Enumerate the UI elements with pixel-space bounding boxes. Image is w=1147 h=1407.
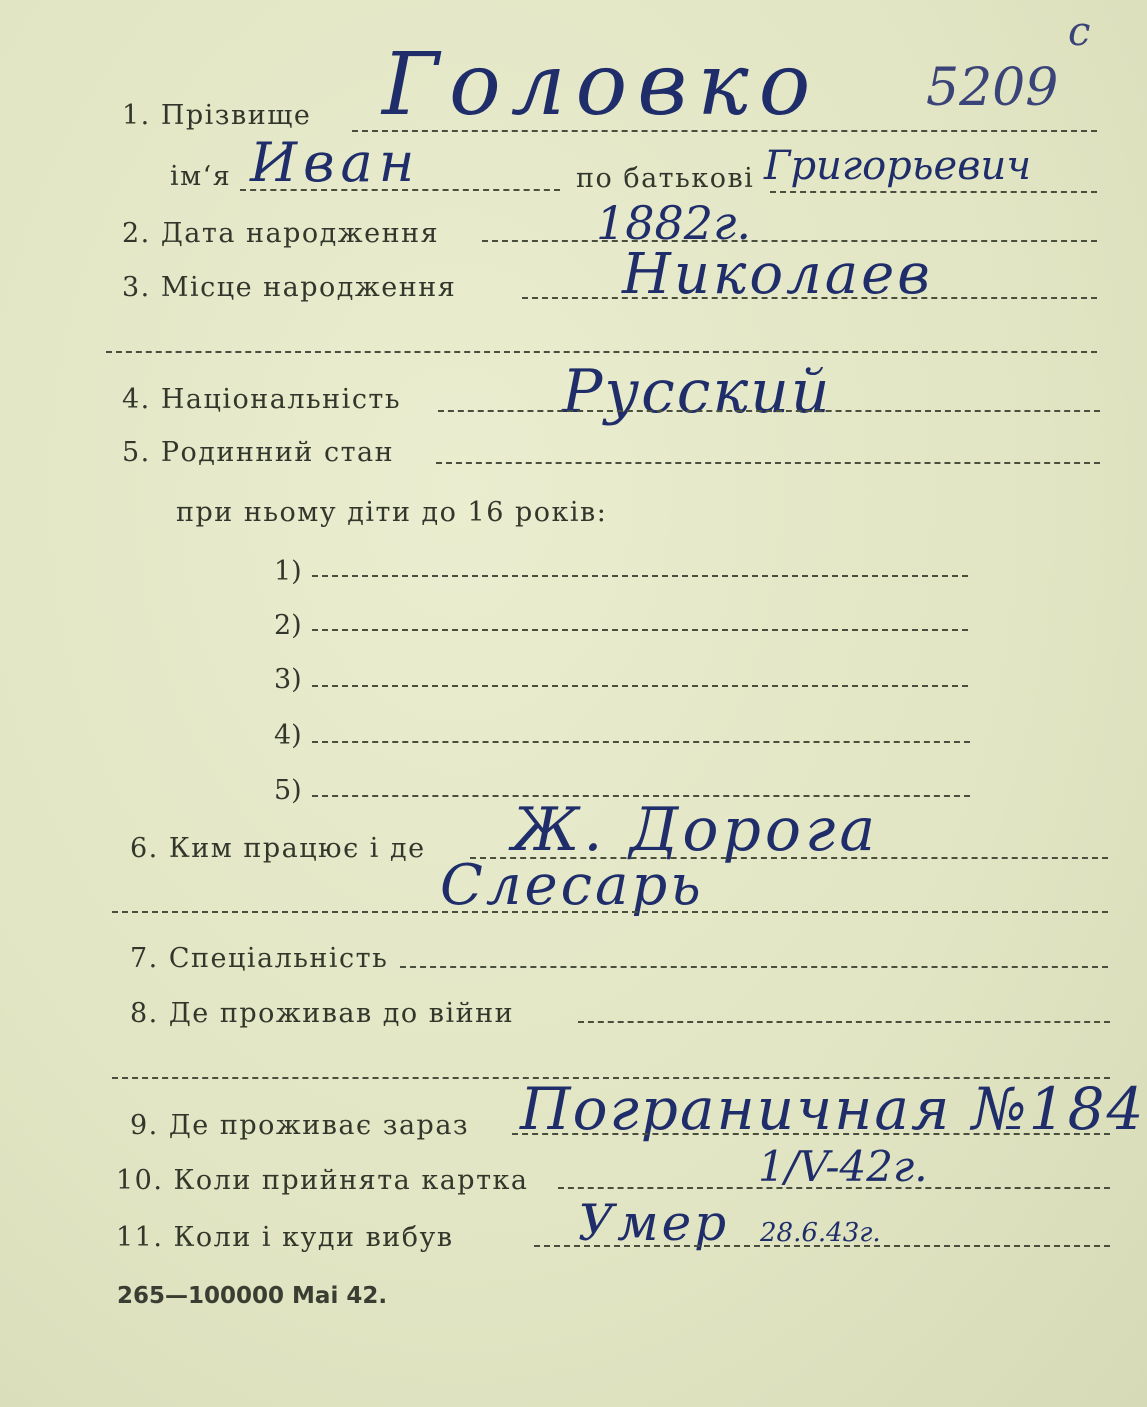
- label-first-name: ім‘я: [170, 161, 232, 192]
- handwritten-birth-date: 1882г.: [596, 196, 751, 250]
- line-patronymic: [770, 191, 1097, 193]
- label-speciality: 7. Спеціальність: [130, 943, 389, 974]
- label-birth-place: 3. Місце народження: [122, 272, 457, 303]
- label-departure: 11. Коли і куди вибув: [116, 1222, 454, 1253]
- line-birth-place: [522, 297, 1097, 299]
- line-current-residence: [512, 1133, 1110, 1135]
- handwritten-surname: Головко: [382, 35, 821, 135]
- line-card-accepted: [558, 1187, 1110, 1189]
- label-child-2: 2): [274, 610, 302, 641]
- handwritten-current-address: Пограничная №184: [520, 1075, 1146, 1143]
- label-card-accepted: 10. Коли прийнята картка: [116, 1165, 529, 1196]
- print-run-footer: 265—100000 Mai 42.: [117, 1283, 388, 1309]
- handwritten-work-role: Слесарь: [440, 853, 704, 918]
- label-nationality: 4. Національність: [122, 384, 402, 415]
- label-prewar-residence: 8. Де проживав до війни: [130, 998, 515, 1029]
- line-nationality: [438, 410, 1100, 412]
- line-speciality: [400, 966, 1108, 968]
- line-child-1: [312, 575, 968, 577]
- handwritten-birth-place: Николаев: [622, 242, 933, 307]
- label-birth-date: 2. Дата народження: [122, 218, 440, 249]
- line-surname: [352, 130, 1097, 132]
- line-prewar-residence: [578, 1021, 1110, 1023]
- line-departure: [534, 1245, 1110, 1247]
- line-child-2: [312, 629, 968, 631]
- handwritten-departure-date: 28.6.43г.: [760, 1218, 881, 1248]
- label-children: при ньому діти до 16 років:: [176, 497, 608, 528]
- handwritten-patronymic: Григорьевич: [764, 143, 1032, 189]
- label-work: 6. Ким працює і де: [130, 833, 426, 864]
- label-current-residence: 9. Де проживає зараз: [130, 1110, 470, 1141]
- label-family-status: 5. Родинний стан: [122, 437, 395, 468]
- handwritten-departure: Умер: [578, 1194, 730, 1252]
- line-first-name: [240, 189, 560, 191]
- label-surname: 1. Прізвище: [122, 100, 312, 131]
- handwritten-card-number-mark: с: [1068, 9, 1091, 55]
- label-child-4: 4): [274, 720, 302, 751]
- line-child-3: [312, 685, 968, 687]
- label-child-3: 3): [274, 664, 302, 695]
- line-family-status: [436, 462, 1100, 464]
- label-child-5: 5): [274, 775, 302, 806]
- label-child-1: 1): [274, 556, 302, 587]
- handwritten-nationality: Русский: [562, 357, 832, 427]
- handwritten-first-name: Иван: [250, 131, 421, 194]
- line-birth-place-extra: [106, 351, 1097, 353]
- handwritten-work-place: Ж. Дорога: [512, 795, 880, 865]
- line-work-extra: [112, 911, 1108, 913]
- handwritten-card-number: 5209: [926, 58, 1059, 118]
- line-child-4: [312, 741, 970, 743]
- handwritten-card-date: 1/V-42г.: [758, 1142, 928, 1191]
- label-patronymic: по батькові: [576, 163, 755, 194]
